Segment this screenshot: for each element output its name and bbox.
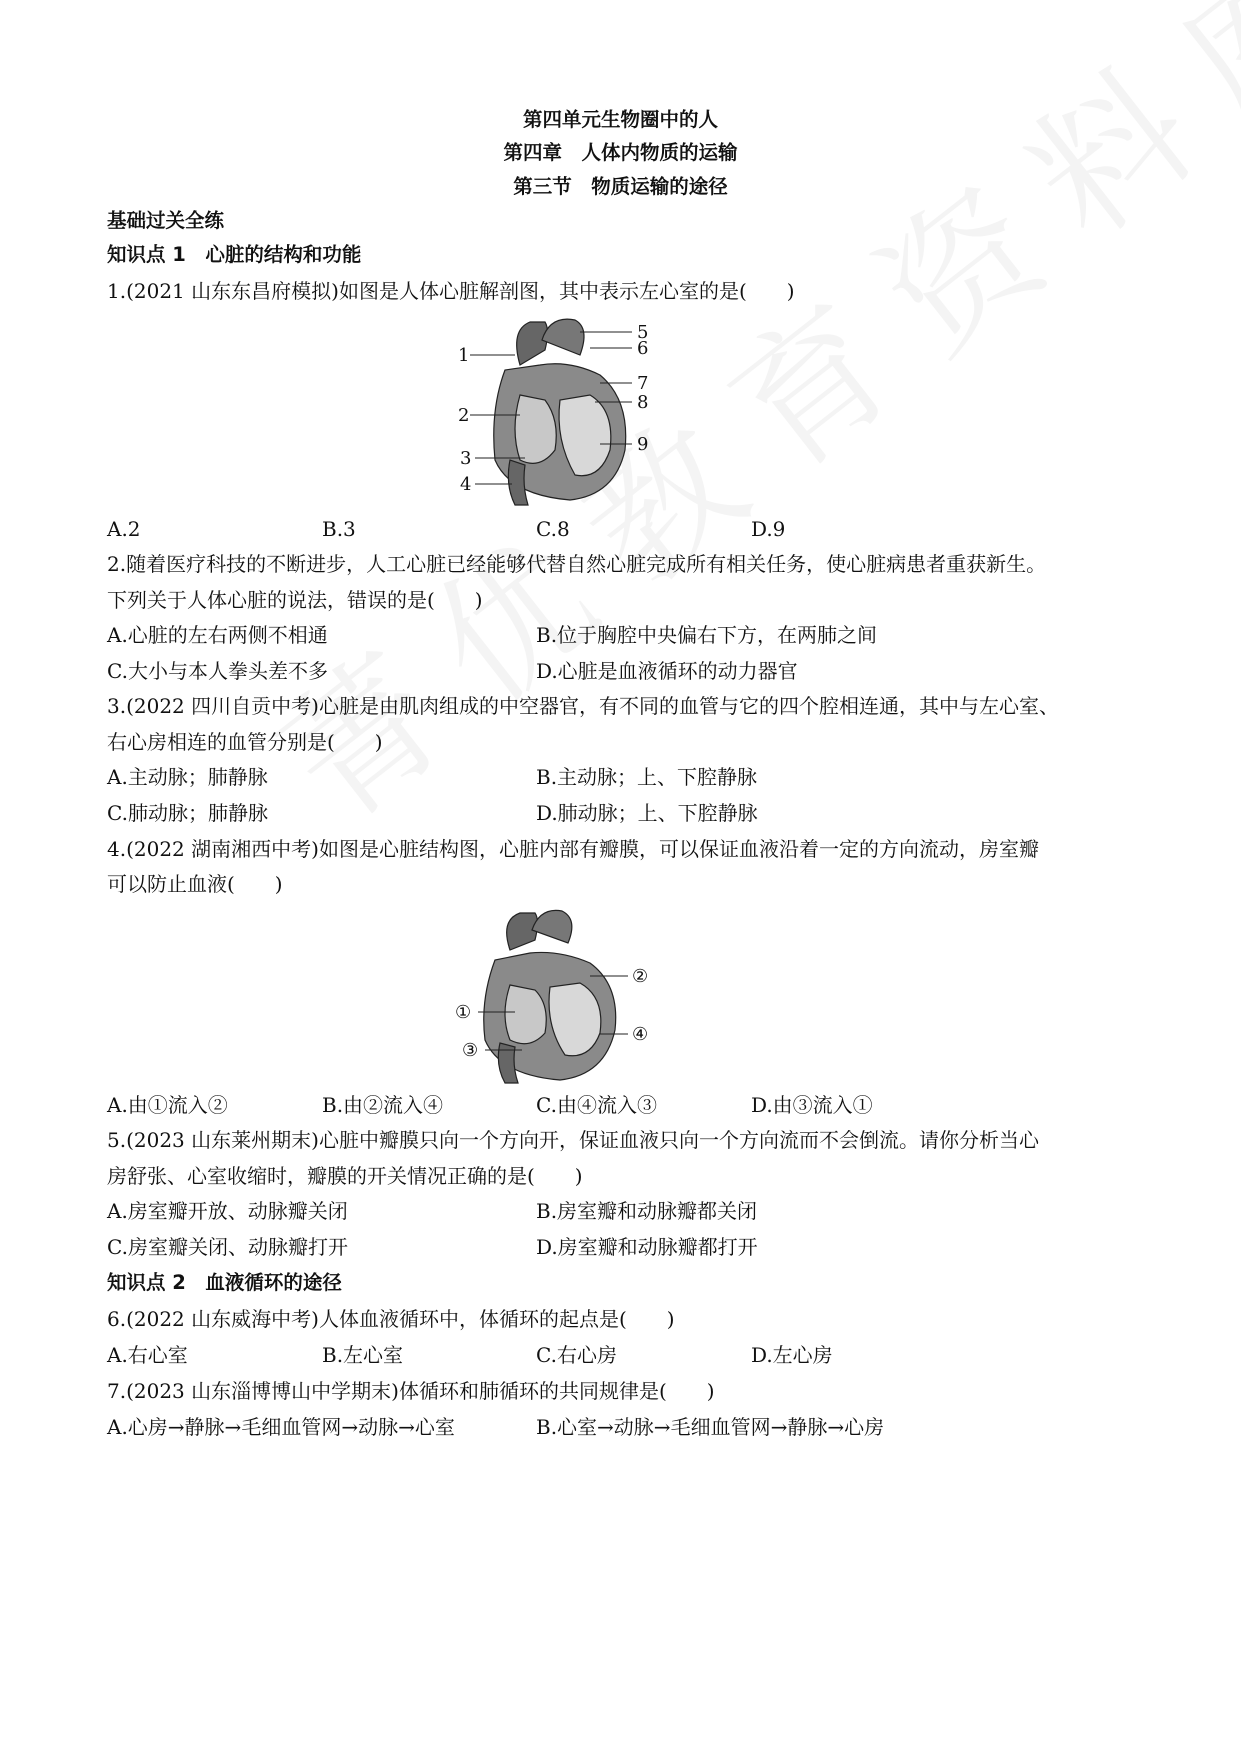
q4-stem-line2: 可以防止血液( ) xyxy=(107,872,283,896)
q2-option-a[interactable]: A.心脏的左右两侧不相通 xyxy=(107,623,328,647)
q1-option-c[interactable]: C.8 xyxy=(536,517,570,541)
q6-option-a[interactable]: A.右心室 xyxy=(107,1343,188,1367)
knowledge-point-1: 知识点 1 心脏的结构和功能 xyxy=(107,243,362,266)
q4-option-a[interactable]: A.由①流入② xyxy=(107,1093,228,1117)
q5-stem-line1: 5.(2023 山东莱州期末)心脏中瓣膜只向一个方向开，保证血液只向一个方向流而不会倒流。请你分析当心 xyxy=(107,1128,1039,1152)
heart2-label-3: ③ xyxy=(462,1040,479,1061)
heart1-label-9: 9 xyxy=(637,434,649,455)
q1-option-a[interactable]: A.2 xyxy=(107,517,141,541)
q7-stem: 7.(2023 山东淄博博山中学期末)体循环和肺循环的共同规律是( ) xyxy=(107,1379,715,1403)
q6-stem: 6.(2022 山东威海中考)人体血液循环中，体循环的起点是( ) xyxy=(107,1307,675,1331)
q3-stem-line1: 3.(2022 四川自贡中考)心脏是由肌肉组成的中空器官，有不同的血管与它的四个腔相连通，其中与左心室、 xyxy=(107,694,1059,718)
part-title: 基础过关全练 xyxy=(107,209,225,232)
knowledge-point-2: 知识点 2 血液循环的途径 xyxy=(107,1271,342,1294)
q3-option-d[interactable]: D.肺动脉；上、下腔静脉 xyxy=(536,801,758,825)
unit-title: 第四单元生物圈中的人 xyxy=(522,108,718,131)
heart2-label-1: ① xyxy=(455,1002,472,1023)
q4-option-b[interactable]: B.由②流入④ xyxy=(322,1093,444,1117)
q2-stem-line2: 下列关于人体心脏的说法，错误的是( ) xyxy=(107,588,483,612)
q7-option-a[interactable]: A.心房→静脉→毛细血管网→动脉→心室 xyxy=(107,1415,455,1439)
q6-option-c[interactable]: C.右心房 xyxy=(536,1343,617,1367)
heart1-label-8: 8 xyxy=(637,392,649,413)
q2-option-c[interactable]: C.大小与本人拳头差不多 xyxy=(107,659,328,683)
heart1-label-1: 1 xyxy=(458,345,470,366)
heart1-label-3: 3 xyxy=(460,448,472,469)
section-title: 第三节 物质运输的途径 xyxy=(513,175,728,198)
q3-option-b[interactable]: B.主动脉；上、下腔静脉 xyxy=(536,765,758,789)
chapter-title: 第四章 人体内物质的运输 xyxy=(503,141,738,164)
q4-stem-line1: 4.(2022 湖南湘西中考)如图是心脏结构图，心脏内部有瓣膜，可以保证血液沿着一定的方向流动，房室瓣 xyxy=(107,837,1039,861)
heart-diagram-2 xyxy=(450,905,670,1085)
q4-option-c[interactable]: C.由④流入③ xyxy=(536,1093,657,1117)
q2-option-b[interactable]: B.位于胸腔中央偏右下方，在两肺之间 xyxy=(536,623,878,647)
q5-option-c[interactable]: C.房室瓣关闭、动脉瓣打开 xyxy=(107,1235,348,1259)
q7-option-b[interactable]: B.心室→动脉→毛细血管网→静脉→心房 xyxy=(536,1415,885,1439)
q3-option-c[interactable]: C.肺动脉；肺静脉 xyxy=(107,801,268,825)
q2-option-d[interactable]: D.心脏是血液循环的动力器官 xyxy=(536,659,798,683)
heart1-label-4: 4 xyxy=(460,474,472,495)
heart1-label-2: 2 xyxy=(458,405,470,426)
q3-stem-line2: 右心房相连的血管分别是( ) xyxy=(107,730,383,754)
q1-option-b[interactable]: B.3 xyxy=(322,517,356,541)
q6-option-d[interactable]: D.左心房 xyxy=(751,1343,833,1367)
q2-stem-line1: 2.随着医疗科技的不断进步，人工心脏已经能够代替自然心脏完成所有相关任务，使心脏病患者重获新生。 xyxy=(107,552,1047,576)
heart1-label-5: 5 xyxy=(637,322,649,343)
q5-stem-line2: 房舒张、心室收缩时，瓣膜的开关情况正确的是( ) xyxy=(107,1164,583,1188)
heart2-label-2: ② xyxy=(632,966,649,987)
q3-option-a[interactable]: A.主动脉；肺静脉 xyxy=(107,765,268,789)
q6-option-b[interactable]: B.左心室 xyxy=(322,1343,404,1367)
q4-option-d[interactable]: D.由③流入① xyxy=(751,1093,873,1117)
q1-option-d[interactable]: D.9 xyxy=(751,517,786,541)
heart1-label-6: 6 xyxy=(637,338,649,359)
q5-option-d[interactable]: D.房室瓣和动脉瓣都打开 xyxy=(536,1235,758,1259)
heart1-label-7: 7 xyxy=(637,373,649,394)
q5-option-b[interactable]: B.房室瓣和动脉瓣都关闭 xyxy=(536,1199,758,1223)
heart-diagram-1 xyxy=(450,310,670,510)
q1-stem: 1.(2021 山东东昌府模拟)如图是人体心脏解剖图，其中表示左心室的是( ) xyxy=(107,279,795,303)
q5-option-a[interactable]: A.房室瓣开放、动脉瓣关闭 xyxy=(107,1199,348,1223)
heart2-label-4: ④ xyxy=(632,1024,649,1045)
